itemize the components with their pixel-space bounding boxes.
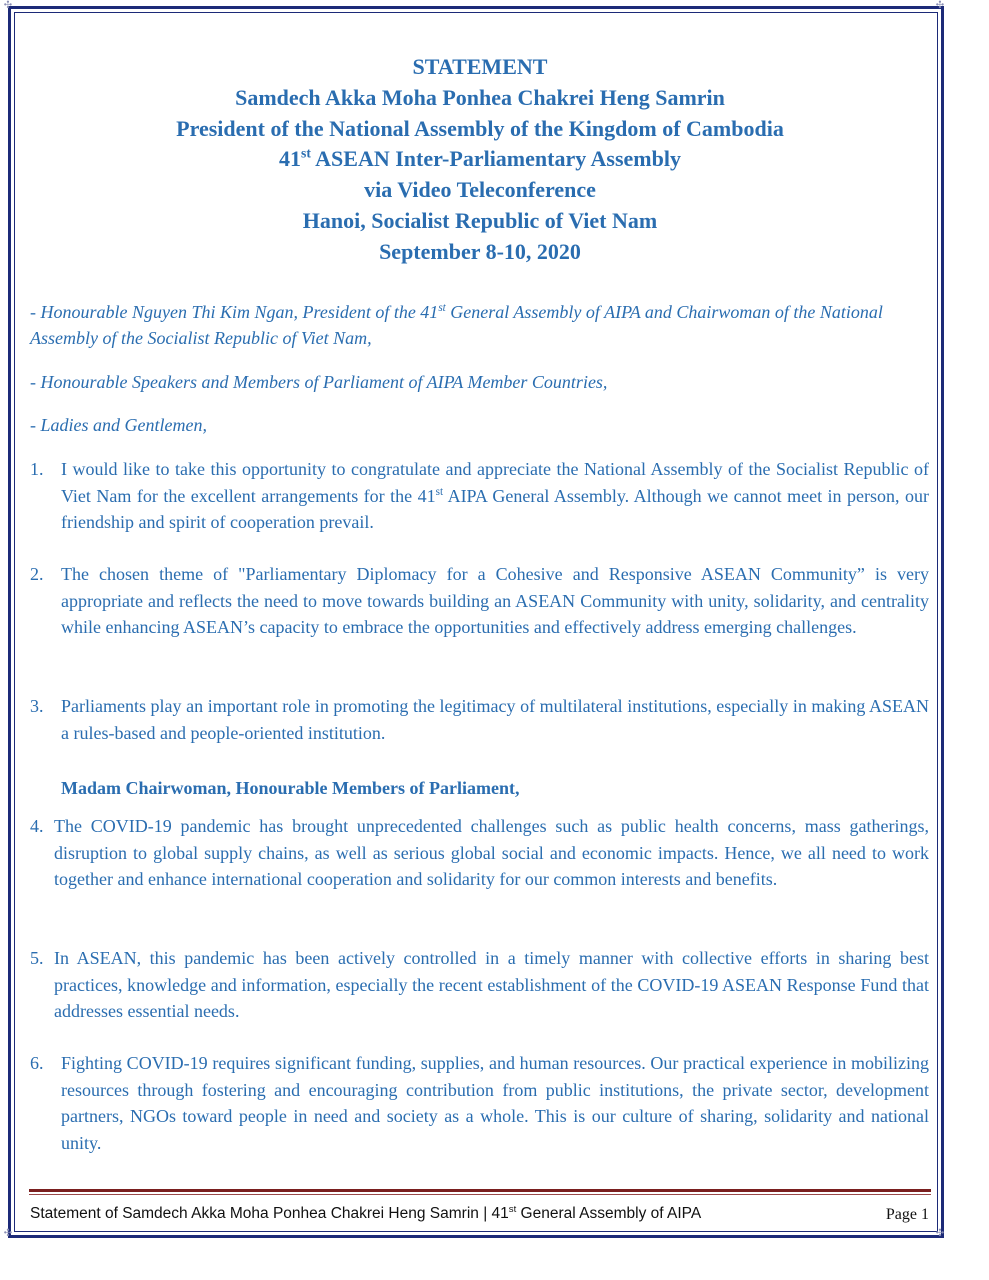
event-number: 41	[279, 146, 302, 172]
paragraph-2	[30, 561, 929, 641]
statement-header	[30, 52, 930, 268]
event-date: September 8-10, 2020	[379, 238, 581, 264]
paragraph-1	[30, 456, 929, 536]
paragraph-6	[30, 1050, 929, 1156]
corner-ornament-icon: ✣	[935, 0, 945, 11]
salutation-chairwoman: - Honourable Nguyen Thi Kim Ngan, President of the 41st General Assembly of AIPA and Chairwoman of the National Assembly of the Socialist Republic of Viet Nam,	[30, 302, 883, 348]
section-address: Madam Chairwoman, Honourable Members of Parliament,	[61, 778, 520, 798]
footer-divider	[29, 1189, 931, 1192]
paragraph-text: I would like to take this opportunity to congratulate and appreciate the National Assembly of the Socialist Republic of Viet Nam for the excellent arrangements for the 41st AIPA General Assembly. Although we cannot meet in person, our friendship and spirit of cooperation prevail.	[61, 459, 929, 532]
corner-ornament-icon: ✣	[935, 1228, 945, 1239]
paragraph-number: 1.	[30, 459, 44, 479]
paragraph-number: 2.	[30, 564, 44, 584]
paragraph-5	[30, 945, 929, 1025]
paragraph-number: 6.	[30, 1053, 44, 1073]
paragraph-number: 5.	[30, 948, 44, 968]
paragraph-number: 4.	[30, 816, 44, 836]
speaker-name: Samdech Akka Moha Ponhea Chakrei Heng Samrin	[235, 84, 725, 110]
event-name	[30, 144, 930, 175]
corner-ornament-icon: ✣	[3, 0, 13, 11]
salutation-speakers: - Honourable Speakers and Members of Parliament of AIPA Member Countries,	[30, 372, 608, 392]
event-format: via Video Teleconference	[364, 177, 596, 203]
speaker-position: President of the National Assembly of the Kingdom of Cambodia	[176, 115, 784, 141]
paragraph-number: 3.	[30, 696, 44, 716]
statement-title: STATEMENT	[412, 54, 548, 79]
event-location: Hanoi, Socialist Republic of Viet Nam	[302, 207, 658, 233]
salutation-ladies-gentlemen: - Ladies and Gentlemen,	[30, 415, 207, 435]
footer-divider-thin	[29, 1194, 931, 1195]
footer-document-title: Statement of Samdech Akka Moha Ponhea Chakrei Heng Samrin | 41st General Assembly of AIPA	[30, 1203, 702, 1222]
paragraph-text: The COVID-19 pandemic has brought unprecedented challenges such as public health concerns, mass gatherings, disruption to global supply chains, as well as serious global social and economic impacts. Hence, we all need to work together and enhance international cooperation and solidarity for our common interests and benefits.	[54, 816, 929, 889]
paragraph-text: The chosen theme of "Parliamentary Diplomacy for a Cohesive and Responsive ASEAN Community” is very appropriate and reflects the need to move towards building an ASEAN Community with unity, solidarity, and centrality while enhancing ASEAN’s capacity to embrace the opportunities and effectively address emerging challenges.	[61, 564, 929, 637]
paragraph-3	[30, 693, 929, 746]
corner-ornament-icon: ✣	[3, 1228, 13, 1239]
paragraph-text: Parliaments play an important role in promoting the legitimacy of multilateral institutions, especially in making ASEAN a rules-based and people-oriented institution.	[61, 696, 929, 743]
paragraph-4	[30, 813, 929, 893]
paragraph-text: In ASEAN, this pandemic has been actively controlled in a timely manner with collective efforts in sharing best practices, knowledge and information, especially the recent establishment of the COVID-19 ASEAN Response Fund that addresses essential needs.	[54, 948, 929, 1021]
paragraph-text: Fighting COVID-19 requires significant funding, supplies, and human resources. Our practical experience in mobilizing resources through fostering and encouraging contribution from public institutions, the private sector, development partners, NGOs toward people in need and society as a whole. This is our culture of sharing, solidarity and national unity.	[61, 1053, 929, 1153]
event-name-text: ASEAN Inter-Parliamentary Assembly	[310, 146, 681, 172]
ordinal-suffix: st	[301, 146, 311, 162]
page-number: Page 1	[885, 1206, 929, 1223]
